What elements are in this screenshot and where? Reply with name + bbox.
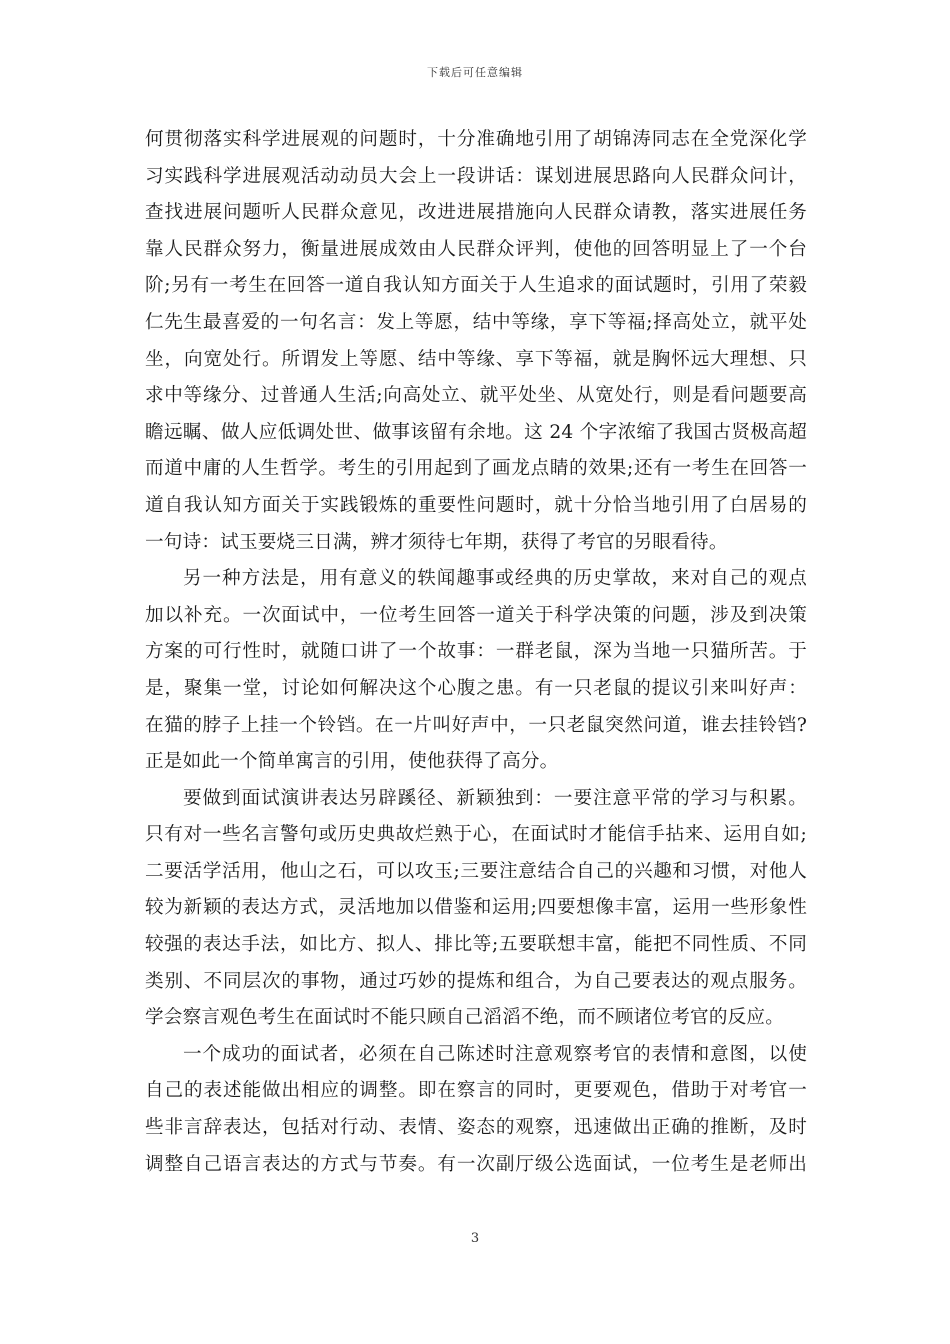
- text-line: 正是如此一个简单寓言的引用，使他获得了高分。: [145, 751, 559, 773]
- text-line: 二要活学活用，他山之石，可以攻玉;三要注意结合自己的兴趣和习惯，对他人: [145, 860, 807, 882]
- text-line: 方案的可行性时，就随口讲了一个故事：一群老鼠，深为当地一只猫所苦。于: [145, 641, 807, 663]
- text-line: 另一种方法是，用有意义的轶闻趣事或经典的历史掌故，来对自己的观点: [183, 568, 807, 590]
- text-line: 查找进展问题听人民群众意见，改进进展措施向人民群众请教，落实进展任务: [145, 202, 807, 224]
- text-line: 而道中庸的人生哲学。考生的引用起到了画龙点睛的效果;还有一考生在回答一: [145, 458, 807, 480]
- text-line: 些非言辞表达，包括对行动、表情、姿态的观察，迅速做出正确的推断，及时: [145, 1117, 807, 1139]
- text-line: 仁先生最喜爱的一句名言：发上等愿，结中等缘，享下等福;择高处立，就平处: [145, 311, 807, 333]
- text-line: 只有对一些名言警句或历史典故烂熟于心，在面试时才能信手拈来、运用自如;: [145, 824, 807, 846]
- text-line: 一句诗：试玉要烧三日满，辨才须待七年期，获得了考官的另眼看待。: [145, 531, 728, 553]
- text-line: 在猫的脖子上挂一个铃铛。在一片叫好声中，一只老鼠突然问道，谁去挂铃铛?: [145, 714, 807, 736]
- text-line: 一个成功的面试者，必须在自己陈述时注意观察考官的表情和意图，以使: [183, 1043, 807, 1065]
- text-line: 习实践科学进展观活动动员大会上一段讲话：谋划进展思路向人民群众问计，: [145, 165, 807, 187]
- text-line: 较为新颖的表达方式，灵活地加以借鉴和运用;四要想像丰富，运用一些形象性: [145, 897, 807, 919]
- page-number: 3: [470, 1231, 480, 1246]
- paragraph: [145, 1037, 807, 1183]
- text-line: 是，聚集一堂，讨论如何解决这个心腹之患。有一只老鼠的提议引来叫好声：: [145, 677, 807, 699]
- text-line: 道自我认知方面关于实践锻炼的重要性问题时，就十分恰当地引用了白居易的: [145, 494, 807, 516]
- text-line: 加以补充。一次面试中，一位考生回答一道关于科学决策的问题，涉及到决策: [145, 604, 807, 626]
- text-line: 较强的表达手法，如比方、拟人、排比等;五要联想丰富，能把不同性质、不同: [145, 934, 807, 956]
- text-line: 自己的表述能做出相应的调整。即在察言的同时，更要观色，借助于对考官一: [145, 1080, 807, 1102]
- paragraph: [145, 122, 807, 561]
- text-line: 坐，向宽处行。所谓发上等愿、结中等缘、享下等福，就是胸怀远大理想、只: [145, 348, 807, 370]
- text-line: 瞻远瞩、做人应低调处世、做事该留有余地。这 24 个字浓缩了我国古贤极高超: [145, 421, 807, 443]
- text-line: 靠人民群众努力，衡量进展成效由人民群众评判，使他的回答明显上了一个台: [145, 238, 807, 260]
- text-line: 调整自己语言表达的方式与节奏。有一次副厅级公选面试，一位考生是老师出: [145, 1153, 807, 1175]
- paragraph: [145, 561, 807, 781]
- text-line: 求中等缘分、过普通人生活;向高处立、就平处坐、从宽处行，则是看问题要高: [145, 385, 807, 407]
- text-line: 类别、不同层次的事物，通过巧妙的提炼和组合，为自己要表达的观点服务。: [145, 970, 807, 992]
- document-body: [145, 122, 807, 1183]
- text-line: 阶;另有一考生在回答一道自我认知方面关于人生追求的面试题时，引用了荣毅: [145, 275, 807, 297]
- text-line: 何贯彻落实科学进展观的问题时，十分准确地引用了胡锦涛同志在全党深化学: [145, 129, 807, 150]
- text-line: 要做到面试演讲表达另辟蹊径、新颖独到：一要注意平常的学习与积累。: [183, 787, 807, 809]
- text-line: 学会察言观色考生在面试时不能只顾自己滔滔不绝，而不顾诸位考官的反应。: [145, 1007, 784, 1029]
- paragraph: [145, 781, 807, 1037]
- page-header: 下载后可任意编辑: [427, 66, 523, 79]
